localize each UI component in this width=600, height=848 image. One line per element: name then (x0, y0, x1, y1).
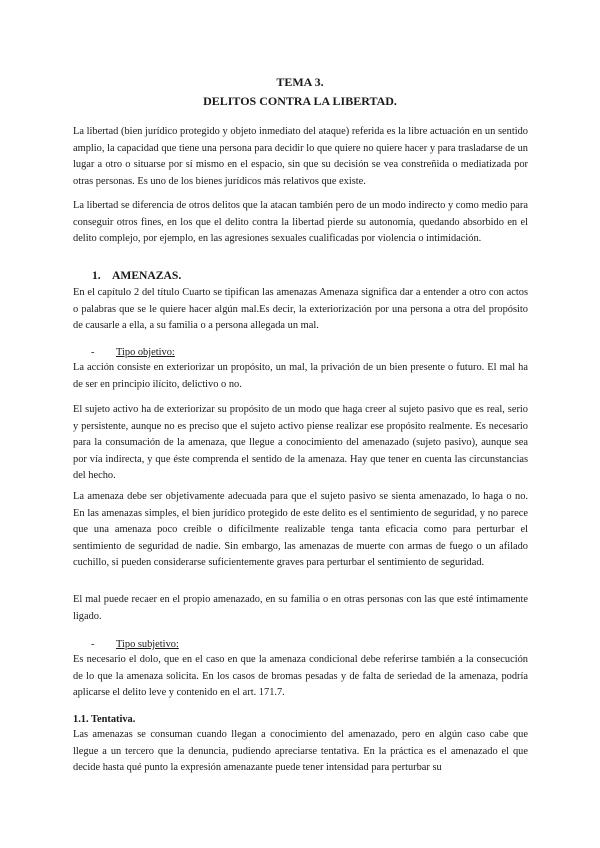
subheading-tipo-objetivo (91, 345, 175, 360)
list-dash: - (91, 639, 95, 650)
document-title-tema: TEMA 3. (276, 75, 324, 89)
paragraph-objetivo-2: El sujeto activo ha de exteriorizar su propósito de un modo que haga creer al sujeto pasivo que es real, serio y persistente, aunque no es preciso que el sujeto activo piense realizar ese propósito realmente. Es necesario para la consumación de la amenaza, que llegue a conocimiento del amenazado (sujeto pasivo), aunque sea por vía indirecta, y que éste comprenda el sentido de la amenaza. Hay que tener en cuenta las circunstancias del hecho. (73, 404, 528, 482)
section-heading-amenazas (92, 268, 181, 283)
subheading-label: Tipo subjetivo: (116, 639, 179, 650)
paragraph-objetivo-3: La amenaza debe ser objetivamente adecuada para que el sujeto pasivo se sienta amenazado, lo haga o no. En las amenazas simples, el bien jurídico protegido de este delito es el sentimiento de seguridad, y no parece que una amenaza poco creíble o difícilmente realizable tenga tanta eficacia como para perturbar el sentimiento de seguridad de nadie. Sin embargo, las amenazas de muerte con armas de fuego o un afilado cuchillo, si pueden considerarse suficientemente graves para perturbar el sentimiento de seguridad. (73, 491, 528, 569)
paragraph-tentativa-1: Las amenazas se consuman cuando llegan a conocimiento del amenazado, pero en algún caso cabe que llegue a un tercero que la denuncia, pudiendo apreciarse tentativa. En la práctica es el amenazado el que decide hasta qué punto la expresión amenazante puede tener intensidad para perturbar su (73, 729, 528, 774)
list-dash: - (91, 347, 95, 358)
paragraph-objetivo-1: La acción consiste en exteriorizar un propósito, un mal, la privación de un bien presente o futuro. El mal ha de ser en principio ilícito, delictivo o no. (73, 362, 528, 390)
subheading-label: Tipo objetivo: (116, 347, 175, 358)
section-label: AMENAZAS. (112, 269, 182, 282)
paragraph-objetivo-4: El mal puede recaer en el propio amenazado, en su familia o en otras personas con las que esté íntimamente ligado. (73, 594, 528, 622)
subheading-tipo-subjetivo (91, 637, 179, 652)
paragraph-intro-1: La libertad (bien jurídico protegido y objeto inmediato del ataque) referida es la libre actuación en un sentido amplio, la capacidad que tiene una persona para decidir lo que quiere no quiere hacer y para trasladarse de un lugar a otro o situarse por sí mismo en el espacio, sin que su decisión se vea constreñida o mediatizada por otras personas. Es uno de los bienes jurídicos más relativos que existe. (73, 126, 528, 187)
paragraph-intro-2: La libertad se diferencia de otros delitos que la atacan también pero de un modo indirecto y como medio para conseguir otros fines, en los que el delito contra la libertad pierde su autonomía, quedando absorbido en el delito complejo, por ejemplo, en las agresiones sexuales cualificadas por violencia o intimidación. (73, 200, 528, 245)
document-title-main: DELITOS CONTRA LA LIBERTAD. (203, 94, 397, 108)
paragraph-subjetivo-1: Es necesario el dolo, que en el caso en que la amenaza condicional debe referirse también a la consecución de lo que la amenaza solicita. En los casos de bromas pesadas y de falta de seriedad de la amenaza, podría aplicarse el delito leve y contenido en el art. 171.7. (73, 654, 528, 699)
subsection-heading-tentativa: 1.1. Tentativa. (73, 714, 136, 725)
paragraph-amenazas-1: En el capítulo 2 del título Cuarto se tipifican las amenazas Amenaza significa dar a entender a otro con actos o palabras que se le quiere hacer algún mal.Es decir, la exteriorización por una persona a otra del propósito de causarle a ella, a su familia o a persona allegada un mal. (73, 287, 528, 332)
section-number: 1. (92, 269, 101, 282)
